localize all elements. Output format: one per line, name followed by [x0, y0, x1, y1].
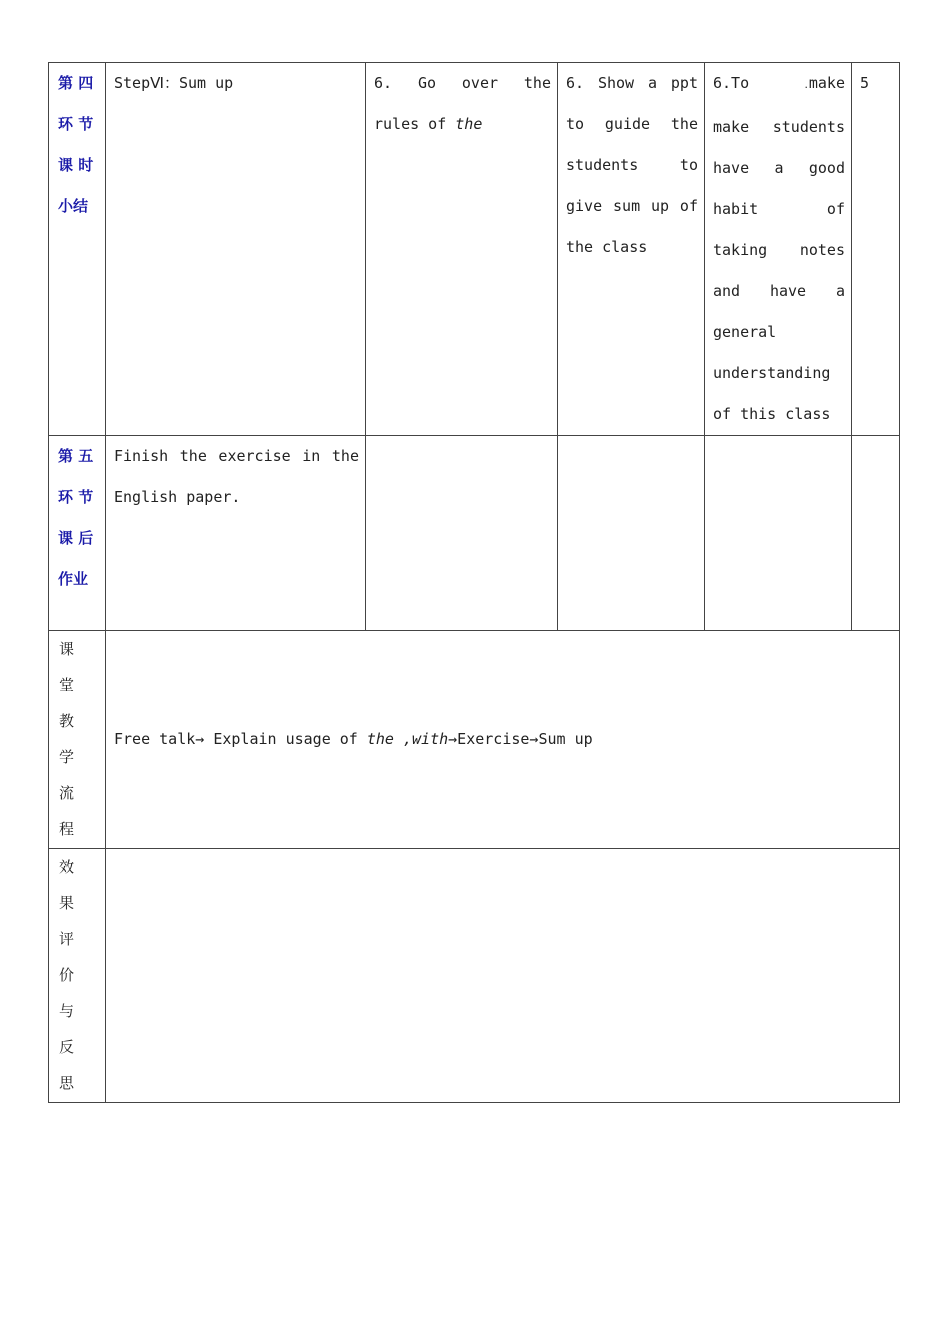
- label-char: 反: [59, 1038, 75, 1056]
- stage-line: 作业: [58, 570, 89, 588]
- step-text: StepⅥ：Sum up: [114, 74, 234, 92]
- time-value: 5: [860, 74, 870, 92]
- teacher-activity-cell: [558, 63, 705, 436]
- stage-line: 课 后: [58, 529, 94, 547]
- content-italic: the: [455, 115, 483, 133]
- purpose-mark: .: [803, 81, 809, 91]
- table-row-reflection: [49, 849, 900, 1103]
- purpose-cell: [705, 63, 852, 436]
- homework-text: Finish the exercise in the English paper.: [114, 447, 359, 506]
- label-char: 果: [59, 894, 75, 912]
- flow-italic: the ,with: [366, 730, 449, 748]
- empty-cell: [852, 436, 900, 631]
- time-cell: [852, 63, 900, 436]
- empty-cell: [705, 436, 852, 631]
- stage-label-5: [49, 436, 106, 631]
- purpose-text: make students have a good habit of taking notes and have a general understanding of this class: [713, 118, 845, 423]
- label-char: 教: [59, 712, 75, 730]
- table-row-flow: [49, 631, 900, 849]
- teacher-activity-text: 6. Show a ppt to guide the students to give sum up of the class: [566, 74, 698, 256]
- stage-label-4: [49, 63, 106, 436]
- stage-line: 课 时: [58, 156, 94, 174]
- reflection-content-cell: [106, 849, 900, 1103]
- content-cell: [366, 63, 558, 436]
- label-char: 堂: [59, 676, 75, 694]
- label-char: 与: [59, 1002, 75, 1020]
- flow-content-cell: [106, 631, 900, 849]
- reflection-label: [49, 849, 106, 1103]
- flow-text-a: Free talk→ Explain usage of: [114, 730, 367, 748]
- purpose-start: 6.To: [713, 74, 750, 92]
- stage-line: 第 五: [58, 447, 94, 465]
- homework-cell: [106, 436, 366, 631]
- label-char: 学: [59, 748, 75, 766]
- stage-line: 环 节: [58, 488, 94, 506]
- table-row-summary: [49, 63, 900, 436]
- stage-line: 环 节: [58, 115, 94, 133]
- label-char: 流: [59, 784, 75, 802]
- label-char: 效: [59, 858, 75, 876]
- step-cell: [106, 63, 366, 436]
- stage-line: 小结: [58, 197, 89, 215]
- label-char: 评: [59, 930, 75, 948]
- flow-label: [49, 631, 106, 849]
- flow-text-b: →Exercise→Sum up: [448, 730, 593, 748]
- label-char: 程: [59, 820, 75, 838]
- label-char: 价: [59, 966, 75, 984]
- purpose-word: make: [808, 74, 845, 92]
- lesson-plan-table: [48, 62, 900, 1103]
- content-text: 6. Go over the rules of: [374, 74, 551, 133]
- stage-line: 第 四: [58, 74, 94, 92]
- table-row-homework: [49, 436, 900, 631]
- empty-cell: [366, 436, 558, 631]
- label-char: 课: [59, 640, 75, 658]
- label-char: 思: [59, 1074, 75, 1092]
- empty-cell: [558, 436, 705, 631]
